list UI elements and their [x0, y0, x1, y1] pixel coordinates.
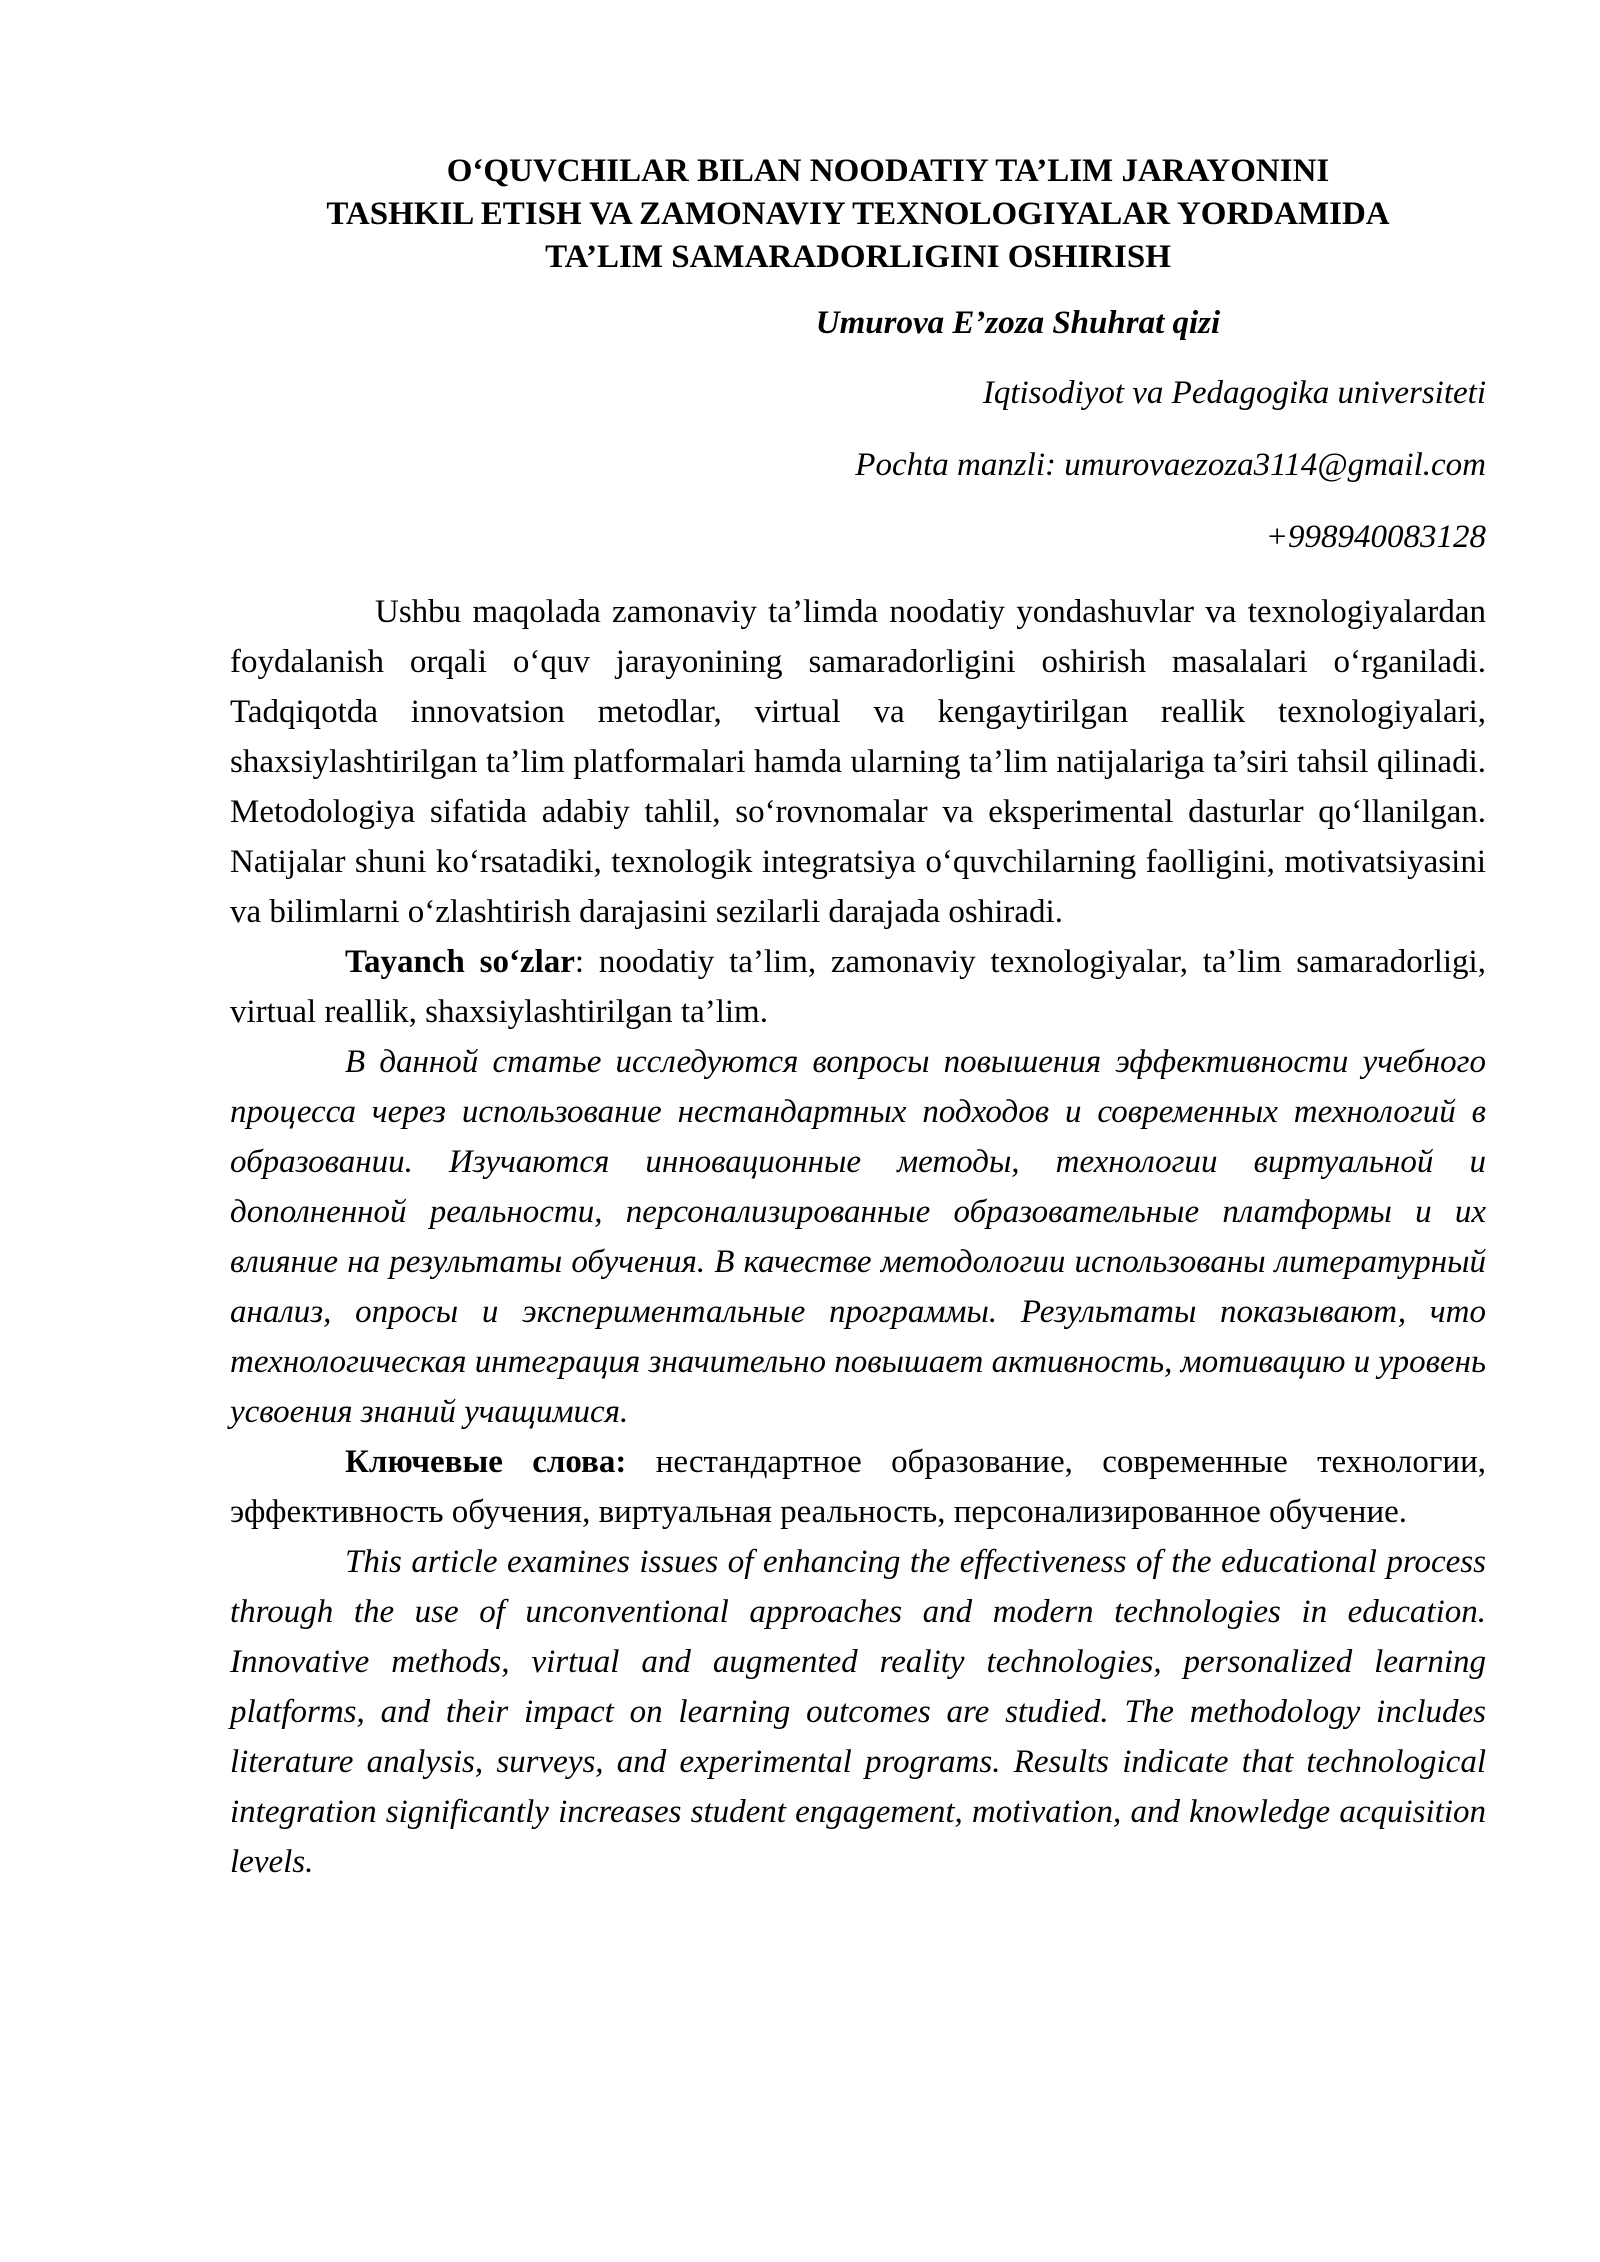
paper-page — [230, 150, 1486, 1887]
phone-number: +998940083128 — [1265, 519, 1486, 555]
title-line-3: TA’LIM SAMARADORLIGINI OSHIRISH — [545, 239, 1171, 275]
keywords-russian — [230, 1437, 1486, 1537]
affiliation: Iqtisodiyot va Pedagogika universiteti — [982, 375, 1486, 411]
keywords-uzbek-separator: : — [574, 944, 585, 980]
keywords-russian-label: Ключевые слова: — [345, 1444, 627, 1480]
abstract-russian: В данной статье исследуются вопросы повышения эффективности учебного процесса через использование нестандартных подходов и современных технологий в образовании. Изучаются инновационные методы, технологии виртуальной и дополненной реальности, персонализированные образовательные платформы и их влияние на результаты обучения. В качестве методологии использованы литературный анализ, опросы и экспериментальные программы. Результаты показывают, что технологическая интеграция значительно повышает активность, мотивацию и уровень усвоения знаний учащимися. — [230, 1044, 1486, 1430]
title-line-2: TASHKIL ETISH VA ZAMONAVIY TEXNOLOGIYALAR YORDAMIDA — [326, 196, 1390, 232]
abstract-english: This article examines issues of enhancing the effectiveness of the educational process through the use of unconventional approaches and modern technologies in education. Innovative methods, virtual and augmented reality technologies, personalized learning platforms, and their impact on learning outcomes are studied. The methodology includes literature analysis, surveys, and experimental programs. Results indicate that technological integration significantly increases student engagement, motivation, and knowledge acquisition levels. — [230, 1544, 1486, 1880]
keywords-uzbek — [230, 937, 1486, 1037]
keywords-uzbek-text: noodatiy ta’lim, zamonaviy texnologiyalar, ta’lim samaradorligi, virtual reallik, shaxsiylashtirilgan ta’lim. — [230, 944, 1486, 1030]
abstract-uzbek: Ushbu maqolada zamonaviy ta’limda noodatiy yondashuvlar va texnologiyalardan foydalanish orqali o‘quv jarayonining samaradorligini oshirish masalalari o‘rganiladi. Tadqiqotda innovatsion metodlar, virtual va kengaytirilgan reallik texnologiyalari, shaxsiylashtirilgan ta’lim platformalari hamda ularning ta’lim natijalariga ta’siri tahsil qilinadi. Metodologiya sifatida adabiy tahlil, so‘rovnomalar va eksperimental dasturlar qo‘llanilgan. Natijalar shuni ko‘rsatadiki, texnologik integratsiya o‘quvchilarning faolligini, motivatsiyasini va bilimlarni o‘zlashtirish darajasini sezilarli darajada oshiradi. — [230, 594, 1486, 930]
paper-title — [230, 150, 1486, 279]
title-line-1: O‘QUVCHILAR BILAN NOODATIY TA’LIM JARAYONINI — [446, 153, 1330, 189]
author-name: Umurova E’zoza Shuhrat qizi — [815, 305, 1221, 341]
keywords-russian-text: нестандартное образование, современные технологии, эффективность обучения, виртуальная реальность, персонализированное обучение. — [230, 1444, 1486, 1530]
email-line: Pochta manzli: umurovaezoza3114@gmail.com — [855, 447, 1486, 483]
keywords-uzbek-label: Tayanch so‘zlar — [345, 944, 575, 980]
